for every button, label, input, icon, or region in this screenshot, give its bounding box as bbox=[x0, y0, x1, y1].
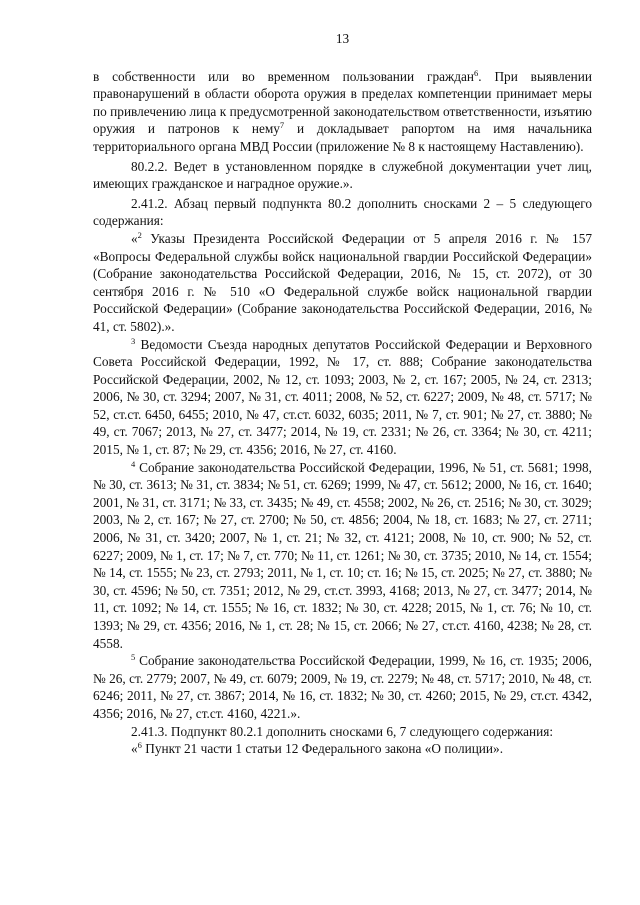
footnote-marker: 4 bbox=[131, 458, 136, 469]
paragraph bbox=[93, 723, 592, 741]
footnote-marker: 3 bbox=[131, 335, 136, 346]
text-run: . При выявлении правонарушений в области оборота оружия в пределах компетенции принимает меры по привлечению лица к предусмотренной законодательством ответственности, изъятию оружия и патронов к нему bbox=[93, 68, 592, 137]
paragraph bbox=[93, 336, 592, 459]
text-run: и докладывает рапортом на имя начальника территориального органа МВД России (приложение № 8 к настоящему Наставлению). bbox=[93, 121, 592, 154]
paragraph bbox=[93, 230, 592, 336]
footnote-marker: 5 bbox=[131, 652, 136, 663]
footnote-marker: 7 bbox=[279, 120, 285, 131]
page-number: 13 bbox=[335, 31, 350, 46]
text-run: « bbox=[131, 230, 138, 246]
text-run: Собрание законодательства Российской Федерации, 1996, № 51, ст. 5681; 1998, № 30, ст. 3613; № 31, ст. 3834; № 51, ст. 6269; 1999, № 47, ст. 5612; 2000, № 16, ст. 1640; 2001, № 31, ст. 3171; № 33, ст. 3435; № 49, ст. 4558; 2002, № 26, ст. 2516; № 30, ст. 3029; 2003, № 2, ст. 167; № 27, ст. 2700; № 50, ст. 4856; 2004, № 18, ст. 1683; № 27, ст. 2711; 2006, № 31, ст. 3420; 2007, № 1, ст. 21; № 32, ст. 4121; 2008, № 10, ст. 900; № 52, ст. 6227; 2009, № 1, ст. 17; № 7, ст. 770; № 11, ст. 1261; № 30, ст. 3735; 2010, № 14, ст. 1554; № 14, ст. 1555; № 23, ст. 2793; 2011, № 1, ст. 10; ст. 16; № 15, ст. 2025; № 27, ст. 3880; № 30, ст. 4596; № 50, ст. 7351; 2012, № 29, ст.ст. 3993, 4168; 2013, № 27, ст. 3477; 2014, № 11, ст. 1092; № 14, ст. 1555; № 16, ст. 1832; № 30, ст. 4228; 2015, № 1, ст. 76; № 10, ст. 1393; № 29, ст. 4356; 2016, № 1, ст. 28; № 15, ст. 2066; № 27, ст.ст. 4160, 4238; № 28, ст. 4558. bbox=[93, 459, 592, 651]
text-run: Указы Президента Российской Федерации от 5 апреля 2016 г. № 157 «Вопросы Федеральной службы войск национальной гвардии Российской Федерации» (Собрание законодательства Российской Федерации, 2016, № 15, ст. 2072), от 30 сентября 2016 г. № 510 «О Федеральной службе войск национальной гвардии Российской Федерации» (Собрание законодательства Российской Федерации, 2016, № 41, ст. 5802).». bbox=[93, 230, 592, 334]
text-run: « bbox=[131, 741, 138, 757]
footnote-marker: 2 bbox=[137, 229, 142, 240]
text-run: Собрание законодательства Российской Федерации, 1999, № 16, ст. 1935; 2006, № 26, ст. 2779; 2007, № 49, ст. 6079; 2009, № 19, ст. 2279; № 48, ст. 5717; 2010, № 48, ст. 6246; 2011, № 27, ст. 3867; 2014, № 16, ст. 1832; № 30, ст. 4260; 2015, № 29, ст.ст. 4342, 4356; 2016, № 27, ст.ст. 4160, 4221.». bbox=[93, 653, 592, 721]
paragraph bbox=[93, 652, 592, 722]
footnote-marker: 6 bbox=[137, 740, 142, 751]
paragraph bbox=[93, 459, 592, 653]
document-body bbox=[93, 68, 592, 758]
text-run: 80.2.2. Ведет в установленном порядке в служебной документации учет лиц, имеющих гражданское и наградное оружие.». bbox=[93, 158, 592, 192]
paragraph bbox=[93, 68, 592, 156]
paragraph bbox=[93, 195, 592, 230]
text-run: 2.41.3. Подпункт 80.2.1 дополнить сносками 6, 7 следующего содержания: bbox=[131, 723, 554, 739]
text-run: в собственности или во временном пользовании граждан bbox=[93, 68, 474, 84]
paragraph bbox=[93, 158, 592, 193]
text-run: 2.41.2. Абзац первый подпункта 80.2 дополнить сносками 2 – 5 следующего содержания: bbox=[93, 195, 592, 229]
text-run: Пункт 21 части 1 статьи 12 Федерального закона «О полиции». bbox=[141, 741, 504, 757]
footnote-marker: 6 bbox=[474, 67, 479, 78]
text-run: Ведомости Съезда народных депутатов Российской Федерации и Верховного Совета Российской Федерации, 1992, № 17, ст. 888; Собрание законодательства Российской Федерации, 2002, № 12, ст. 1093; 2003, № 2, ст. 167; 2005, № 24, ст. 2313; 2006, № 30, ст. 3294; 2007, № 31, ст. 4011; 2008, № 52, ст. 6227; 2009, № 48, ст. 5717; № 52, ст.ст. 6450, 6455; 2010, № 47, ст.ст. 6032, 6035; 2011, № 7, ст. 901; № 27, ст. 3880; № 49, ст. 7067; 2013, № 27, ст. 3477; 2014, № 19, ст. 2331; № 26, ст. 3364; № 30, ст. 4211; 2015, № 1, ст. 87; № 29, ст. 4356; 2016, № 27, ст. 4160. bbox=[93, 336, 592, 458]
paragraph bbox=[93, 740, 592, 758]
